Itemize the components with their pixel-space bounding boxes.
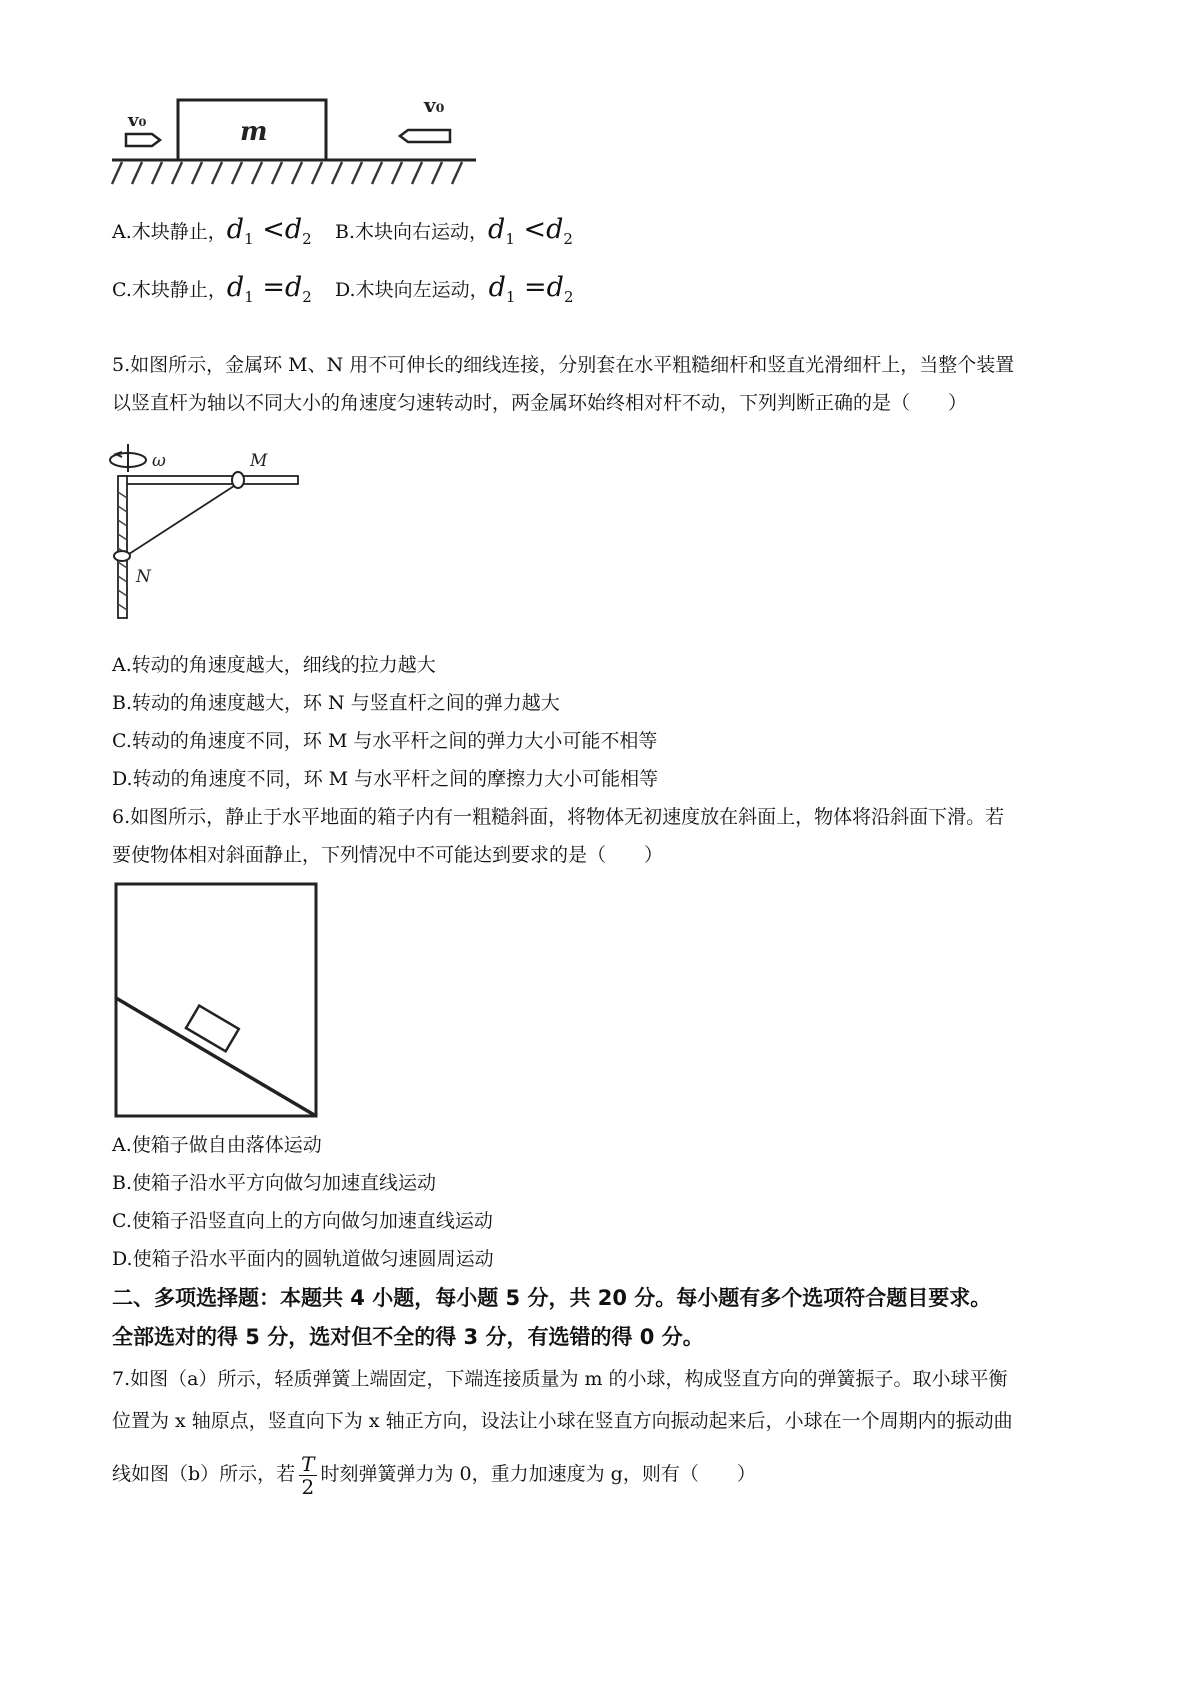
relation: < [262,214,285,245]
relation: = [262,272,285,303]
left-bullet-velocity: v₀ [128,110,147,131]
option-math: $d_1 =d_2$ [226,272,312,306]
q6-option-c[interactable]: C.使箱子沿竖直向上的方向做匀加速直线运动 [112,1210,493,1232]
right-bullet [400,130,450,142]
ring-m-label: M [250,451,268,471]
d1: d [226,272,245,303]
q5-option-b[interactable]: B.转动的角速度越大，环 N 与竖直杆之间的弹力越大 [112,692,560,714]
box [116,884,316,1116]
figure-rotating-rods [100,442,310,622]
option-text: A.木块静止， [112,221,227,243]
fraction-numerator: T [301,1451,315,1476]
section2-heading-line-2: 全部选对的得 5 分，选对但不全的得 3 分，有选错的得 0 分。 [112,1325,704,1349]
q7-stem-line-1: 7.如图（a）所示，轻质弹簧上端固定，下端连接质量为 m 的小球，构成竖直方向的弹簧振子。取小球平衡 [112,1368,1008,1390]
section2-heading-line-1: 二、多项选择题：本题共 4 小题，每小题 5 分，共 20 分。每小题有多个选项符合题目要求。 [112,1286,992,1310]
q7-line3-post: 时刻弹簧弹力为 0，重力加速度为 g，则有（ ） [320,1463,756,1485]
option-math: $d_1 =d_2$ [488,272,574,306]
fraction-denominator: 2 [301,1474,315,1499]
q7-stem-line-3 [112,1446,756,1502]
q4-option-b[interactable] [335,214,573,248]
q6-stem-line-2: 要使物体相对斜面静止，下列情况中不可能达到要求的是（ ） [112,844,664,866]
q5-option-d[interactable]: D.转动的角速度不同，环 M 与水平杆之间的摩擦力大小可能相等 [112,768,659,790]
q4-option-a[interactable] [112,214,312,248]
q6-option-d[interactable]: D.使箱子沿水平面内的圆轨道做匀速圆周运动 [112,1248,494,1270]
ring-m [232,472,244,488]
q5-stem-line-2: 以竖直杆为轴以不同大小的角速度匀速转动时，两金属环始终相对杆不动，下列判断正确的是（ ） [112,392,968,414]
q6-option-b[interactable]: B.使箱子沿水平方向做匀加速直线运动 [112,1172,437,1194]
q4-option-c[interactable] [112,272,312,306]
fraction-t-over-2 [299,1453,316,1498]
mass-label: m [240,117,268,147]
relation: = [524,272,547,303]
ring-n-label: N [136,567,151,587]
q7-stem-line-2: 位置为 x 轴原点，竖直向下为 x 轴正方向，设法让小球在竖直方向振动起来后，小球在一个周期内的振动曲 [112,1410,1013,1432]
q7-line3-pre: 线如图（b）所示，若 [112,1463,296,1485]
left-bullet [126,134,160,146]
q6-stem-line-1: 6.如图所示，静止于水平地面的箱子内有一粗糙斜面，将物体无初速度放在斜面上，物体将沿斜面下滑。若 [112,806,1005,828]
option-text: D.木块向左运动， [335,279,489,301]
q4-option-d[interactable] [335,272,574,306]
d1: d [488,272,506,303]
relation: < [523,214,547,245]
q5-stem-line-1: 5.如图所示，金属环 M、N 用不可伸长的细线连接，分别套在水平粗糙细杆和竖直光滑细杆上，当整个装置 [112,354,1015,376]
right-bullet-velocity: v₀ [424,93,445,117]
q6-option-a[interactable]: A.使箱子做自由落体运动 [112,1134,322,1156]
figure-box-incline [112,880,322,1120]
d2: d [284,272,303,303]
ring-n [114,551,130,561]
option-text: B.木块向右运动， [335,221,489,243]
option-math: $d_1 <d_2$ [488,214,573,248]
q5-option-a[interactable]: A.转动的角速度越大，细线的拉力越大 [112,654,436,676]
option-math: $d_1 <d_2$ [226,214,312,248]
d1: d [488,214,506,245]
omega-label: ω [152,451,166,471]
d1: d [226,214,245,245]
d2: d [284,214,303,245]
d2: d [546,272,564,303]
figure-block-bullets [108,92,480,192]
d2: d [546,214,564,245]
option-text: C.木块静止， [112,279,227,301]
q5-option-c[interactable]: C.转动的角速度不同，环 M 与水平杆之间的弹力大小可能不相等 [112,730,658,752]
